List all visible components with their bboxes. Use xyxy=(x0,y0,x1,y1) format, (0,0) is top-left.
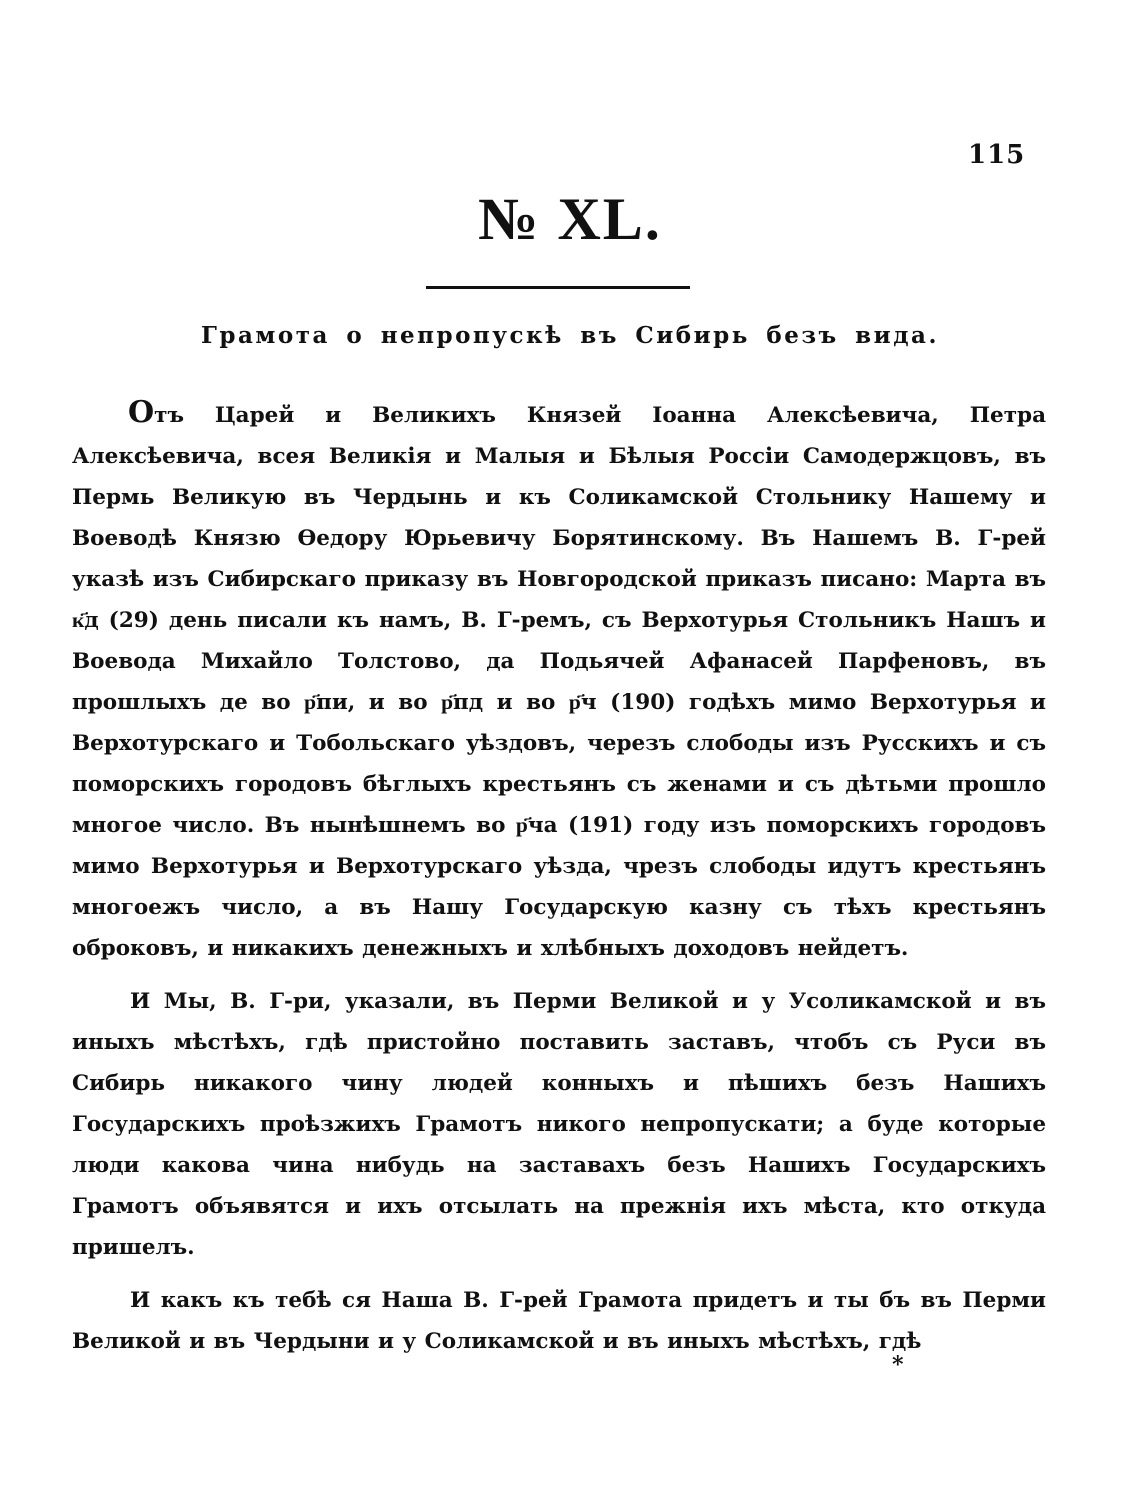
title-rule xyxy=(426,286,690,289)
page-number: 115 xyxy=(968,140,1026,170)
catchword-mark: * xyxy=(892,1352,904,1378)
text-body xyxy=(72,392,1046,1374)
paragraph-1: Отъ Царей и Великихъ Князей Іоанна Алексѣевича, Петра Алексѣевича, всея Великія и Малыя и Бѣлыя Россіи Самодержцовъ, въ Пермь Великую въ Чердынь и къ Соликамской Стольнику Нашему и Воеводѣ Князю Ѳедору Юрьевичу Борятинскому. Въ Нашемъ В. Г-рей указѣ изъ Сибирскаго приказу въ Новгородской приказъ писано: Марта въ к҃д (29) день писали къ намъ, В. Г-ремъ, съ Верхотурья Стольникъ Нашъ и Воевода Михайло Толстово, да Подьячей Афанасей Парфеновъ, въ прошлыхъ де во р҃пи, и во р҃пд и во р҃ч (190) годѣхъ мимо Верхотурья и Верхотурскаго и Тобольскаго уѣздовъ, черезъ слободы изъ Русскихъ и съ поморскихъ городовъ бѣглыхъ крестьянъ съ женами и съ дѣтьми прошло многое число. Въ нынѣшнемъ во р҃ча (191) году изъ поморскихъ городовъ мимо Верхотурья и Верхотурскаго уѣзда, чрезъ слободы идутъ крестьянъ многоежъ число, а въ Нашу Государскую казну съ тѣхъ крестьянъ оброковъ, и никакихъ денежныхъ и хлѣбныхъ доходовъ нейдетъ. xyxy=(72,395,1046,961)
paragraph-2: И Мы, В. Г-ри, указали, въ Перми Великой и у Усоликамской и въ иныхъ мѣстѣхъ, гдѣ пристойно поставить заставъ, чтобъ съ Руси въ Сибирь никакого чину людей конныхъ и пѣшихъ безъ Нашихъ Государскихъ проѣзжихъ Грамотъ никого непропускати; а буде которые люди какова чина нибудь на заставахъ безъ Нашихъ Государскихъ Грамотъ объявятся и ихъ отсылать на прежнія ихъ мѣста, кто откуда пришелъ. xyxy=(72,989,1046,1260)
document-number: № XL. xyxy=(478,186,662,252)
paragraph-3: И какъ къ тебѣ ся Наша В. Г-рей Грамота придетъ и ты бъ въ Перми Великой и въ Чердыни и у Соликамской и въ иныхъ мѣстѣхъ, гдѣ xyxy=(72,1288,1046,1354)
document-title: Грамота о непропускѣ въ Сибирь безъ вида. xyxy=(201,322,939,349)
